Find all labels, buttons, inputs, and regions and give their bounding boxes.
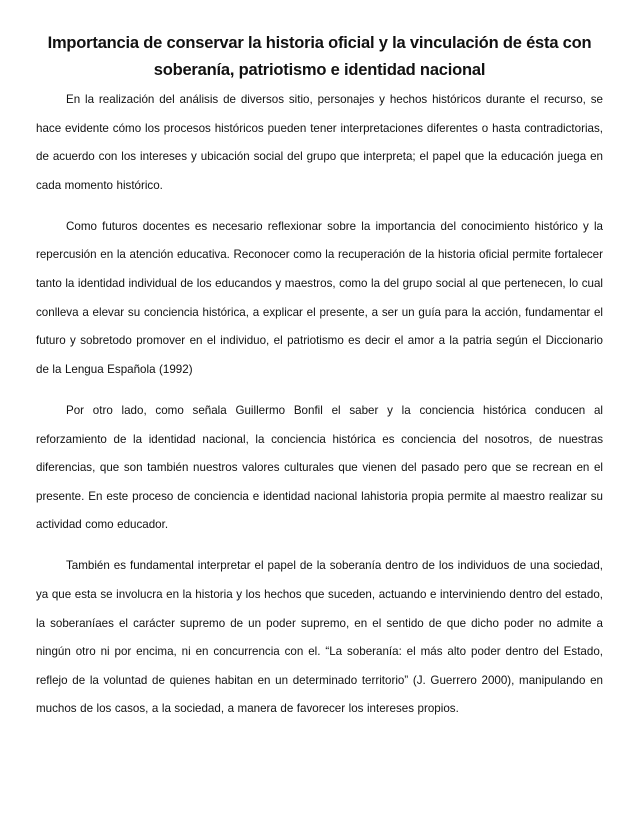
paragraph-analysis: En la realización del análisis de diversos sitio, personajes y hechos históricos durante el recurso, se hace evidente cómo los procesos históricos pueden tener interpretaciones diferentes o hasta contradictorias, de acuerdo con los intereses y ubicación social del grupo que interpreta; el papel que la educación juega en cada momento histórico. [36,93,603,192]
paragraph-sovereignty: También es fundamental interpretar el papel de la soberanía dentro de los individuos de una sociedad, ya que esta se involucra en la historia y los hechos que suceden, actuando e interviniendo dentro del estado, la soberaníaes el carácter supremo de un poder supremo, en el sentido de que dicho poder no admite a ningún otro ni por encima, ni en concurrencia con el. “La soberanía: el más alto poder dentro del Estado, reflejo de la voluntad de quienes habitan en un determinado territorio” (J. Guerrero 2000), manipulando en muchos de los casos, a la sociedad, a manera de favorecer los intereses propios. [36,559,603,716]
document-title: Importancia de conservar la historia oficial y la vinculación de ésta con soberanía, patriotismo e identidad nacional [47,34,592,79]
paragraph-future-teachers: Como futuros docentes es necesario reflexionar sobre la importancia del conocimiento histórico y la repercusión en la atención educativa. Reconocer como la recuperación de la historia oficial permite fortalecer tanto la identidad individual de los educandos y maestros, como la del grupo social al que pertenecen, lo cual conlleva a elevar su conciencia histórica, a explicar el presente, a ser un guía para la acción, fundamentar el futuro y sobretodo promover en el individuo, el patriotismo es decir el amor a la patria según el Diccionario de la Lengua Española (1992) [36,219,603,376]
paragraph-national-identity: Por otro lado, como señala Guillermo Bonfil el saber y la conciencia histórica conducen al reforzamiento de la identidad nacional, la conciencia histórica es conciencia del nosotros, de nuestras diferencias, que son también nuestros valores culturales que vienen del pasado pero que se recrean en el presente. En este proceso de conciencia e identidad nacional lahistoria propia permite al maestro realizar su actividad como educador. [36,403,603,532]
document-page [36,30,603,736]
